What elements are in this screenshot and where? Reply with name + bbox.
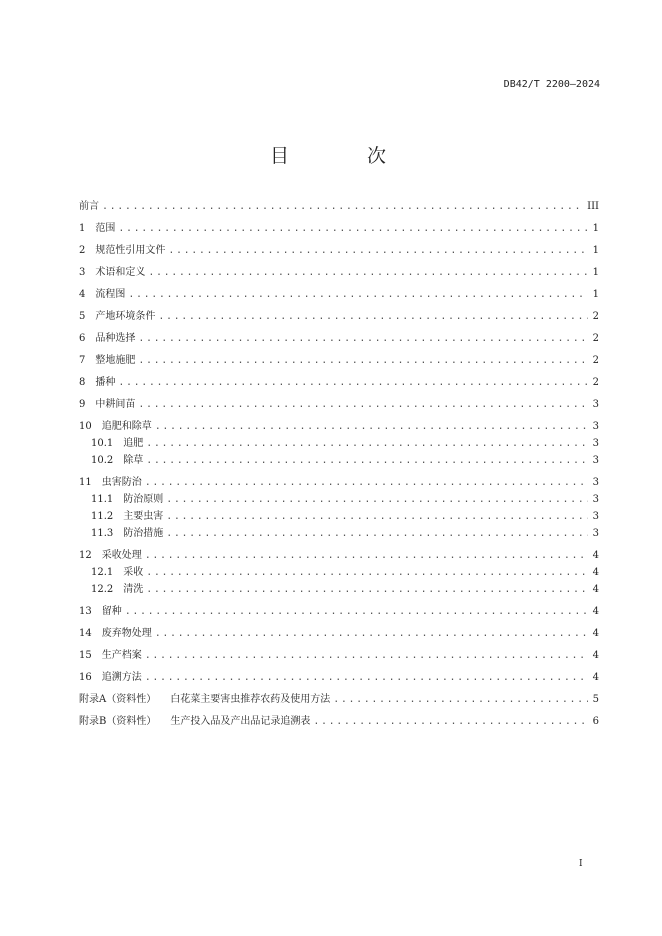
toc-entry-page: 2 bbox=[592, 311, 599, 322]
dot-leader bbox=[158, 310, 587, 323]
dot-leader bbox=[148, 266, 587, 279]
dot-leader bbox=[146, 454, 587, 467]
toc-entry-page: 4 bbox=[592, 550, 599, 561]
toc-entry-title: 采收 bbox=[123, 567, 144, 578]
toc-entry[interactable] bbox=[79, 627, 599, 640]
toc-entry[interactable] bbox=[79, 376, 599, 389]
toc-entry-number: 附录B（资料性） bbox=[79, 716, 157, 727]
toc-entry[interactable] bbox=[79, 266, 599, 279]
toc-entry-number: 10.2 bbox=[91, 455, 114, 466]
toc-entry[interactable] bbox=[79, 420, 599, 433]
toc-entry-page: 3 bbox=[592, 477, 599, 488]
toc-entry-title: 术语和定义 bbox=[95, 267, 146, 278]
toc-entry-title: 中耕间苗 bbox=[95, 399, 136, 410]
dot-leader bbox=[145, 476, 588, 489]
toc-entry-title: 前言 bbox=[79, 201, 99, 212]
toc-entry-page: 3 bbox=[592, 511, 599, 522]
toc-entry[interactable] bbox=[79, 715, 599, 728]
toc-entry-page: 3 bbox=[592, 528, 599, 539]
dot-leader bbox=[138, 354, 587, 367]
table-of-contents bbox=[79, 200, 599, 728]
dot-leader bbox=[138, 398, 587, 411]
dot-leader bbox=[168, 244, 587, 257]
toc-entry[interactable] bbox=[79, 549, 599, 562]
dot-leader bbox=[118, 222, 587, 235]
toc-entry-number: 11.2 bbox=[91, 511, 114, 522]
toc-entry-number: 14 bbox=[79, 628, 92, 639]
toc-entry-title: 防治措施 bbox=[123, 528, 164, 539]
toc-entry-number: 1 bbox=[79, 223, 86, 234]
toc-entry-title: 范围 bbox=[95, 223, 116, 234]
toc-entry[interactable] bbox=[79, 454, 599, 467]
dot-leader bbox=[155, 420, 588, 433]
toc-entry[interactable] bbox=[79, 437, 599, 450]
toc-entry-number: 10.1 bbox=[91, 438, 114, 449]
dot-leader bbox=[146, 583, 587, 596]
document-code: DB42/T 2200—2024 bbox=[503, 79, 600, 90]
toc-entry-number: 12 bbox=[79, 550, 92, 561]
toc-entry-number: 2 bbox=[79, 245, 86, 256]
toc-entry-title: 防治原则 bbox=[123, 494, 164, 505]
toc-entry-title: 产地环境条件 bbox=[95, 311, 156, 322]
toc-entry-title: 主要虫害 bbox=[123, 511, 164, 522]
toc-entry-title: 虫害防治 bbox=[101, 477, 142, 488]
dot-leader bbox=[333, 693, 587, 706]
toc-entry[interactable] bbox=[79, 332, 599, 345]
toc-entry-page: 2 bbox=[592, 377, 599, 388]
dot-leader bbox=[125, 605, 588, 618]
toc-entry-title: 品种选择 bbox=[95, 333, 136, 344]
toc-entry-number: 3 bbox=[79, 267, 86, 278]
toc-entry-number: 8 bbox=[79, 377, 86, 388]
toc-entry-number: 11.1 bbox=[91, 494, 114, 505]
toc-entry-title: 整地施肥 bbox=[95, 355, 136, 366]
toc-entry-page: 1 bbox=[592, 223, 599, 234]
toc-entry-page: III bbox=[587, 201, 599, 212]
toc-entry-title: 追肥和除草 bbox=[101, 421, 152, 432]
toc-entry-number: 附录A（资料性） bbox=[79, 694, 157, 705]
toc-entry-title: 流程图 bbox=[95, 289, 126, 300]
toc-entry-title: 生产投入品及产出品记录追溯表 bbox=[170, 716, 311, 727]
toc-entry[interactable] bbox=[79, 476, 599, 489]
toc-entry-title: 采收处理 bbox=[101, 550, 142, 561]
toc-entry-page: 1 bbox=[592, 289, 599, 300]
toc-entry[interactable] bbox=[79, 244, 599, 257]
toc-entry[interactable] bbox=[79, 493, 599, 506]
toc-entry-page: 4 bbox=[592, 567, 599, 578]
toc-entry-title: 规范性引用文件 bbox=[95, 245, 166, 256]
toc-entry-page: 5 bbox=[592, 694, 599, 705]
toc-entry-page: 2 bbox=[592, 333, 599, 344]
toc-entry-number: 4 bbox=[79, 289, 86, 300]
dot-leader bbox=[145, 649, 588, 662]
toc-entry-number: 11 bbox=[79, 477, 92, 488]
toc-entry[interactable] bbox=[79, 398, 599, 411]
toc-entry-title: 追溯方法 bbox=[101, 672, 142, 683]
toc-entry[interactable] bbox=[79, 649, 599, 662]
dot-leader bbox=[166, 527, 587, 540]
dot-leader bbox=[166, 493, 587, 506]
toc-entry-page: 3 bbox=[592, 494, 599, 505]
toc-entry-page: 6 bbox=[592, 716, 599, 727]
toc-entry-title: 除草 bbox=[123, 455, 144, 466]
toc-entry[interactable] bbox=[79, 288, 599, 301]
page-title: 目 次 bbox=[269, 145, 423, 167]
dot-leader bbox=[146, 437, 587, 450]
toc-entry-number: 11.3 bbox=[91, 528, 114, 539]
toc-entry-title: 生产档案 bbox=[101, 650, 142, 661]
toc-entry-title: 白花菜主要害虫推荐农药及使用方法 bbox=[170, 694, 331, 705]
dot-leader bbox=[313, 715, 587, 728]
toc-entry-page: 3 bbox=[592, 438, 599, 449]
toc-entry-number: 9 bbox=[79, 399, 86, 410]
toc-entry-page: 4 bbox=[592, 584, 599, 595]
toc-entry[interactable] bbox=[79, 200, 599, 213]
dot-leader bbox=[128, 288, 587, 301]
toc-entry[interactable] bbox=[79, 510, 599, 523]
toc-entry-page: 3 bbox=[592, 399, 599, 410]
dot-leader bbox=[145, 549, 588, 562]
dot-leader bbox=[138, 332, 587, 345]
toc-entry-page: 4 bbox=[592, 650, 599, 661]
toc-entry-page: 3 bbox=[592, 421, 599, 432]
toc-entry-number: 10 bbox=[79, 421, 92, 432]
toc-entry-page: 3 bbox=[592, 455, 599, 466]
toc-entry-page: 2 bbox=[592, 355, 599, 366]
toc-entry-number: 16 bbox=[79, 672, 92, 683]
dot-leader bbox=[102, 200, 582, 213]
toc-entry[interactable] bbox=[79, 222, 599, 235]
dot-leader bbox=[146, 566, 587, 579]
toc-entry-title: 留种 bbox=[101, 606, 122, 617]
toc-entry-number: 13 bbox=[79, 606, 92, 617]
toc-entry-title: 清洗 bbox=[123, 584, 144, 595]
toc-entry-number: 12.2 bbox=[91, 584, 114, 595]
toc-entry-page: 4 bbox=[592, 672, 599, 683]
dot-leader bbox=[166, 510, 587, 523]
toc-entry-page: 1 bbox=[592, 267, 599, 278]
toc-entry-number: 12.1 bbox=[91, 567, 114, 578]
toc-entry[interactable] bbox=[79, 671, 599, 684]
toc-entry-number: 15 bbox=[79, 650, 92, 661]
dot-leader bbox=[145, 671, 588, 684]
toc-entry-number: 5 bbox=[79, 311, 86, 322]
page-number: I bbox=[579, 859, 583, 869]
toc-entry[interactable] bbox=[79, 566, 599, 579]
toc-entry-title: 播种 bbox=[95, 377, 116, 388]
toc-entry-page: 4 bbox=[592, 606, 599, 617]
toc-entry[interactable] bbox=[79, 354, 599, 367]
toc-entry[interactable] bbox=[79, 527, 599, 540]
toc-entry-title: 追肥 bbox=[123, 438, 144, 449]
toc-entry-page: 4 bbox=[592, 628, 599, 639]
toc-entry-number: 7 bbox=[79, 355, 86, 366]
dot-leader bbox=[155, 627, 588, 640]
toc-entry[interactable] bbox=[79, 693, 599, 706]
toc-entry-page: 1 bbox=[592, 245, 599, 256]
toc-entry[interactable] bbox=[79, 583, 599, 596]
toc-entry[interactable] bbox=[79, 310, 599, 323]
toc-entry-title: 废弃物处理 bbox=[101, 628, 152, 639]
toc-entry-number: 6 bbox=[79, 333, 86, 344]
dot-leader bbox=[118, 376, 587, 389]
toc-entry[interactable] bbox=[79, 605, 599, 618]
